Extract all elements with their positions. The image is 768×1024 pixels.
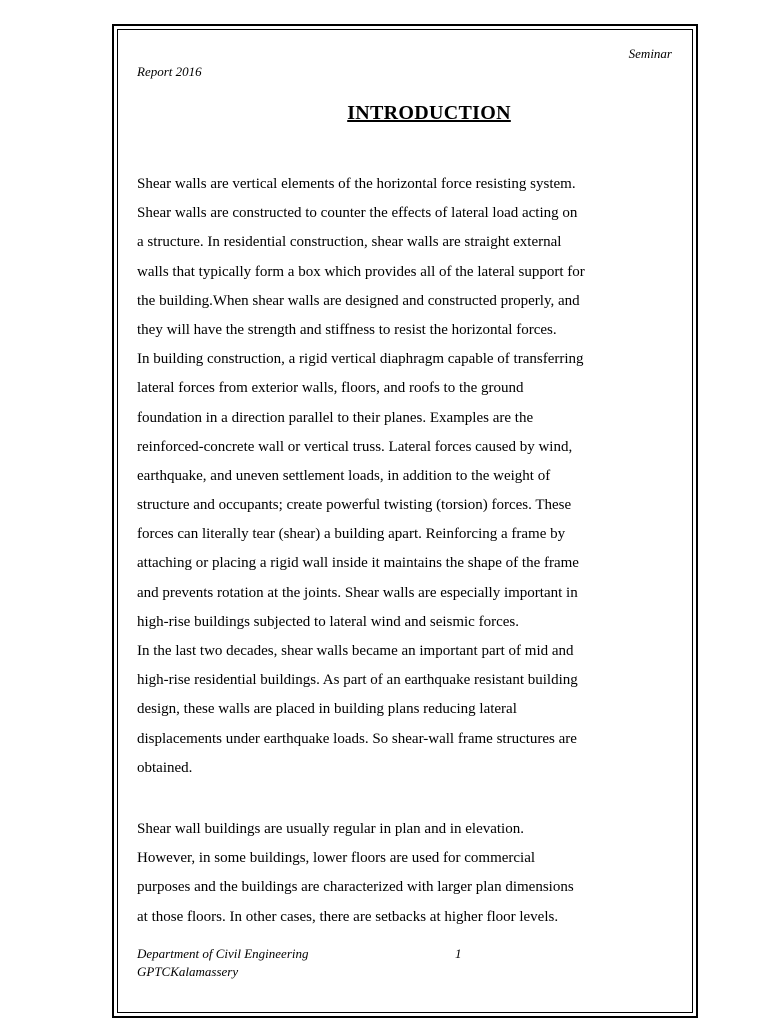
text-line: design, these walls are placed in building plans reducing lateral: [137, 701, 517, 718]
text-line: earthquake, and uneven settlement loads, in addition to the weight of: [137, 467, 551, 484]
text-line: walls that typically form a box which provides all of the lateral support for: [137, 263, 585, 280]
text-line: and prevents rotation at the joints. Shear walls are especially important in: [137, 584, 578, 601]
header-report-year: Report 2016: [137, 64, 202, 79]
text-line: attaching or placing a rigid wall inside it maintains the shape of the frame: [137, 555, 579, 572]
text-line: Shear walls are constructed to counter the effects of lateral load acting on: [137, 205, 578, 222]
body-paragraph-second: [137, 815, 677, 932]
text-line: structure and occupants; create powerful twisting (torsion) forces. These: [137, 497, 572, 514]
text-line: lateral forces from exterior walls, floors, and roofs to the ground: [137, 380, 524, 397]
text-line: purposes and the buildings are characterized with larger plan dimensions: [137, 879, 574, 896]
text-line: In building construction, a rigid vertical diaphragm capable of transferring: [137, 351, 584, 368]
text-line: reinforced-concrete wall or vertical truss. Lateral forces caused by wind,: [137, 438, 573, 455]
text-line: forces can literally tear (shear) a building apart. Reinforcing a frame by: [137, 526, 566, 543]
text-line: Shear walls are vertical elements of the horizontal force resisting system.: [137, 176, 576, 192]
footer-department: Department of Civil Engineering: [137, 946, 309, 961]
text-line: at those floors. In other cases, there are setbacks at higher floor levels.: [137, 908, 559, 925]
header-seminar: Seminar: [628, 46, 672, 61]
text-line: they will have the strength and stiffness to resist the horizontal forces.: [137, 321, 557, 338]
body-paragraphs-main: [137, 170, 677, 783]
text-line: displacements under earthquake loads. So shear-wall frame structures are: [137, 730, 577, 747]
footer-college: GPTCKalamassery: [137, 964, 239, 979]
text-line: high-rise residential buildings. As part of an earthquake resistant building: [137, 672, 578, 689]
text-line: obtained.: [137, 759, 193, 776]
text-line: the building.When shear walls are designed and constructed properly, and: [137, 292, 580, 309]
text-line: Shear wall buildings are usually regular in plan and in elevation.: [137, 821, 524, 837]
text-line: high-rise buildings subjected to lateral wind and seismic forces.: [137, 613, 519, 630]
text-line: a structure. In residential construction, shear walls are straight external: [137, 234, 562, 251]
text-line: In the last two decades, shear walls became an important part of mid and: [137, 643, 574, 659]
footer-page-number: 1: [455, 946, 462, 961]
text-line: foundation in a direction parallel to their planes. Examples are the: [137, 409, 534, 426]
text-line: However, in some buildings, lower floors are used for commercial: [137, 850, 536, 867]
page-title: INTRODUCTION: [347, 102, 511, 124]
